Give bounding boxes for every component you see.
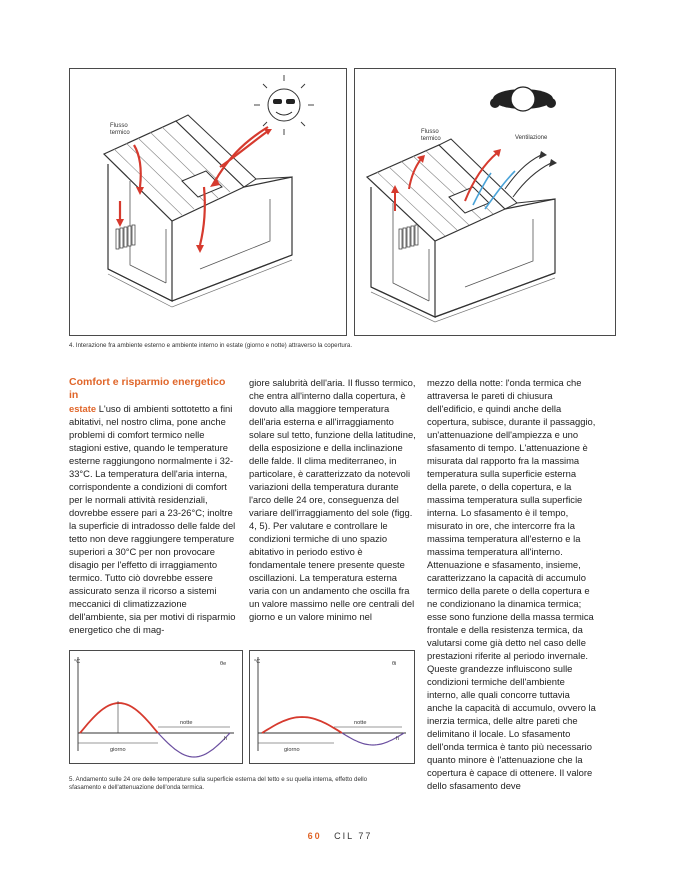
chart-2-night-label: notte [354,720,367,726]
flux-label-day-line2: termico [110,130,130,136]
flux-label-night-line1: Flusso [421,129,439,135]
chart-2-xlabel: h [396,736,400,742]
chart-external-svg [70,651,242,763]
figure-5-caption: 5. Andamento sulle 24 ore delle temperature sulla superficie esterna del tetto e su quella interna, effetto dello sfasamento e dell'attenuazione dell'onda termica. [69,776,368,791]
magazine-name: CIL 77 [334,831,373,841]
figure-5-chart-internal [249,650,415,764]
section-heading-tail: estate [69,403,97,414]
chart-2-ylabel: °C [254,659,261,665]
house-day-drawing [70,69,346,335]
chart-1-day-curve [80,703,158,733]
chart-2-day-label: giorno [284,747,300,753]
chart-1-xlabel: h [224,736,228,742]
figure-4-night-panel [354,68,616,336]
chart-1-day-label: giorno [110,747,126,753]
column-1-text [69,402,237,636]
chart-1-night-label: notte [180,720,193,726]
figure-4-day-panel [69,68,347,336]
flux-label-day-line1: Flusso [110,123,128,129]
section-heading: Comfort e risparmio energetico in [69,376,226,401]
article-column-3 [427,376,597,792]
column-2-body: giore salubrità dell'aria. Il flusso termico, che entra all'interno dalla copertura, è dovuto alla maggiore temperatura dell'aria esterna e all'irraggiamento solare sul tetto, funzione della latitudine, della esposizione e della inclinazione delle falde. Il clima mediterraneo, in particolare, è caratterizzato da notevoli variazioni della temperatura durante l'arco delle 24 ore, conseguenza del variare dell'irraggiamento del sole (figg. 4, 5). Per valutare e controllare le condizioni termiche di uno spazio abitativo in periodo estivo è fondamentale tenere presente queste oscillazioni. La temperatura esterna varia con un andamento che oscilla fra un valore massimo nelle ore centrali del giorno e un valore minimo nel [249,377,416,622]
chart-2-corner-label: θi [392,661,397,667]
chart-1-night-curve [158,733,230,757]
column-1-body: L'uso di ambienti sottotetto a fini abitativi, nel nostro clima, pone anche problemi di comfort termico nelle stagioni estive, quando le temperature esterne raggiungono normalmente i 32-33°C. La temperatura dell'aria interna, corrispondente a condizioni di comfort per le normali attività residenziali, dovrebbe essere pari a 23-26°C; inoltre la superficie di intradosso delle falde del tetto non deve raggiungere temperature superiori a 30°C per non provocare disagio per l'effetto di irraggiamento termico. Tutto ciò dovrebbe essere assicurato senza il ricorso a sistemi meccanici di climatizzazione dell'ambiente, sia per motivi di risparmio energetico che di mag- [69,403,236,635]
vent-label: Ventilazione [515,135,548,141]
chart-internal-svg [250,651,414,763]
house-night-drawing [355,69,615,335]
flux-label-night-line2: termico [421,136,441,142]
sun-icon [254,75,314,135]
article-column-2 [249,376,417,623]
chart-2-night-curve [342,733,404,745]
moon-icon [490,87,556,111]
page-footer [0,831,680,841]
page-number: 60 [307,831,322,841]
column-3-body: mezzo della notte: l'onda termica che attraversa le pareti di chiusura dell'edificio, e quindi anche della copertura, subisce, durante il passaggio, un'attenuazione dell'ampiezza e uno sfasamento di tempo. L'attenuazione è misurata dal rapporto fra la massima temperatura sulla superficie esterna della parete, o della copertura, e la massima temperatura sulla superficie interna. Lo sfasamento è il tempo, misurato in ore, che intercorre fra la massima temperatura all'esterno e la massima temperatura all'interno. Attenuazione e sfasamento, insieme, caratterizzano la capacità di accumulo termico della parete o della copertura e ne condizionano la dinamica termica; esse sono funzione della massa termica frontale e della resistenza termica, da valutarsi come già detto nel caso delle prestazioni riferite al periodo invernale. Queste grandezze influiscono sulle condizioni termiche dell'ambiente interno, alle quali concorre tuttavia anche la capacità di accumulo, ovvero la inerzia termica, delle altre pareti che delimitano il locale. Lo sfasamento dell'onda termica è tanto più necessario quanto minore è l'attenuazione che la copertura è capace di ottenere. Il valore dello sfasamento deve [427,377,596,791]
chart-2-day-curve [262,717,342,733]
figure-4-caption: 4. Interazione fra ambiente esterno e ambiente interno in estate (giorno e notte) attraverso la copertura. [69,342,353,349]
article-column-1 [69,376,237,636]
chart-1-corner-label: θe [220,661,227,667]
figure-5-chart-external [69,650,243,764]
chart-1-ylabel: °C [74,659,81,665]
